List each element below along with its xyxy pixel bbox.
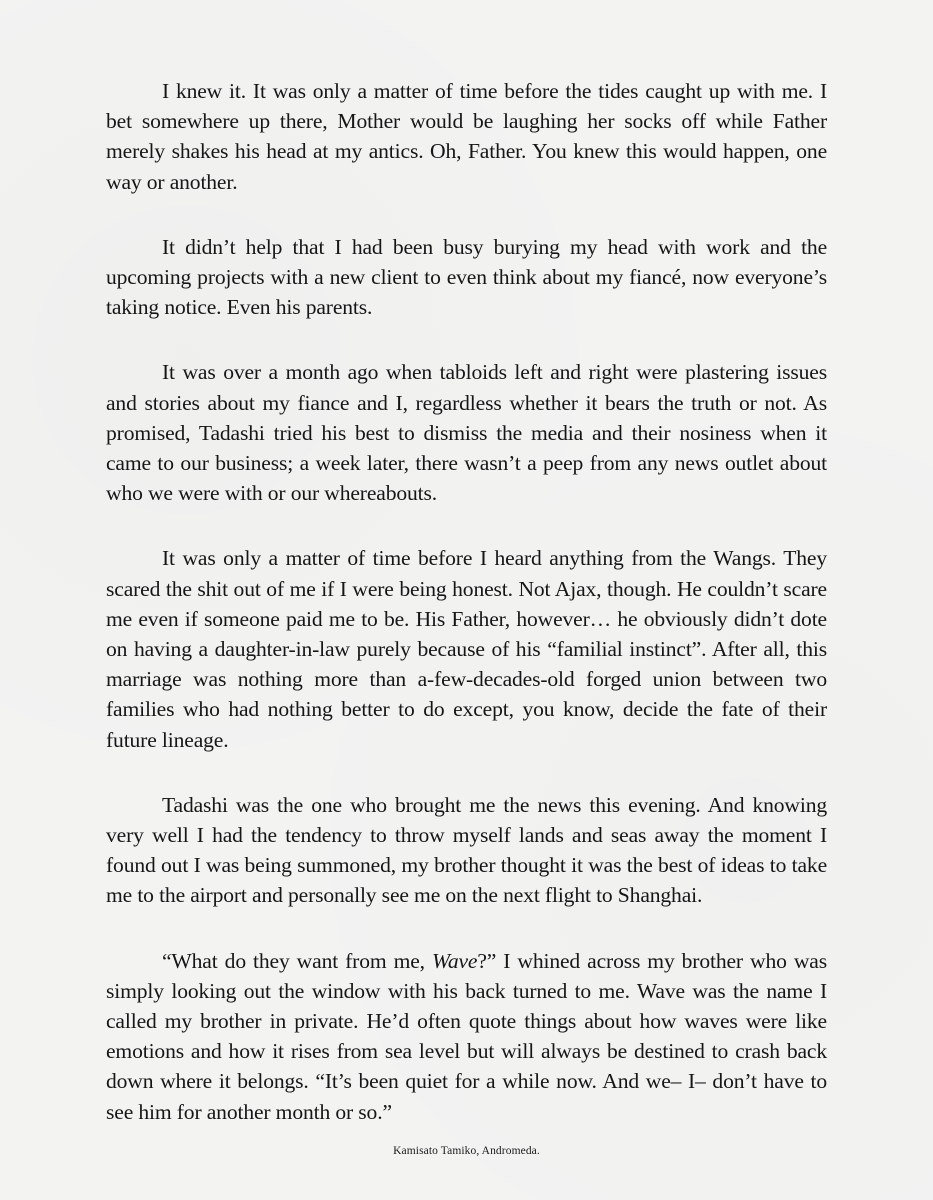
paragraph-2: It didn’t help that I had been busy burying my head with work and the upcoming projects with a new client to even think about my fiancé, now everyone’s taking notice. Even his parents. [106,234,827,320]
paragraph-6-italic: Wave [431,948,478,973]
paragraph-6 [106,946,827,1127]
page-footer: Kamisato Tamiko, Andromeda. [393,1145,540,1157]
story-text [106,76,827,1127]
paragraph-1: I knew it. It was only a matter of time before the tides caught up with me. I bet somewhere up there, Mother would be laughing her socks off while Father merely shakes his head at my antics. Oh, Father. You knew this would happen, one way or another. [106,79,827,194]
paragraph-6-end: ?” I whined across my brother who was simply looking out the window with his back turned to me. Wave was the name I called my brother in private. He’d often quote things about how waves were like emotions and how it rises from sea level but will always be destined to crash back down where it belongs. “It’s been quiet for a while now. And we– I– don’t have to see him for another month or so.” [106,948,827,1124]
paragraph-4: It was only a matter of time before I heard anything from the Wangs. They scared the shit out of me if I were being honest. Not Ajax, though. He couldn’t scare me even if someone paid me to be. His Father, however… he obviously didn’t dote on having a daughter-in-law purely because of his “familial instinct”. After all, this marriage was nothing more than a-few-decades-old forged union between two families who had nothing better to do except, you know, decide the fate of their future lineage. [106,546,827,752]
paragraph-6-start: “What do they want from me, [162,948,432,973]
paragraph-5: Tadashi was the one who brought me the news this evening. And knowing very well I had the tendency to throw myself lands and seas away the moment I found out I was being summoned, my brother thought it was the best of ideas to take me to the airport and personally see me on the next flight to Shanghai. [106,792,827,908]
paragraph-3: It was over a month ago when tabloids left and right were plastering issues and stories about my fiance and I, regardless whether it bears the truth or not. As promised, Tadashi tried his best to dismiss the media and their nosiness when it came to our business; a week later, there wasn’t a peep from any news outlet about who we were with or our whereabouts. [106,360,827,506]
